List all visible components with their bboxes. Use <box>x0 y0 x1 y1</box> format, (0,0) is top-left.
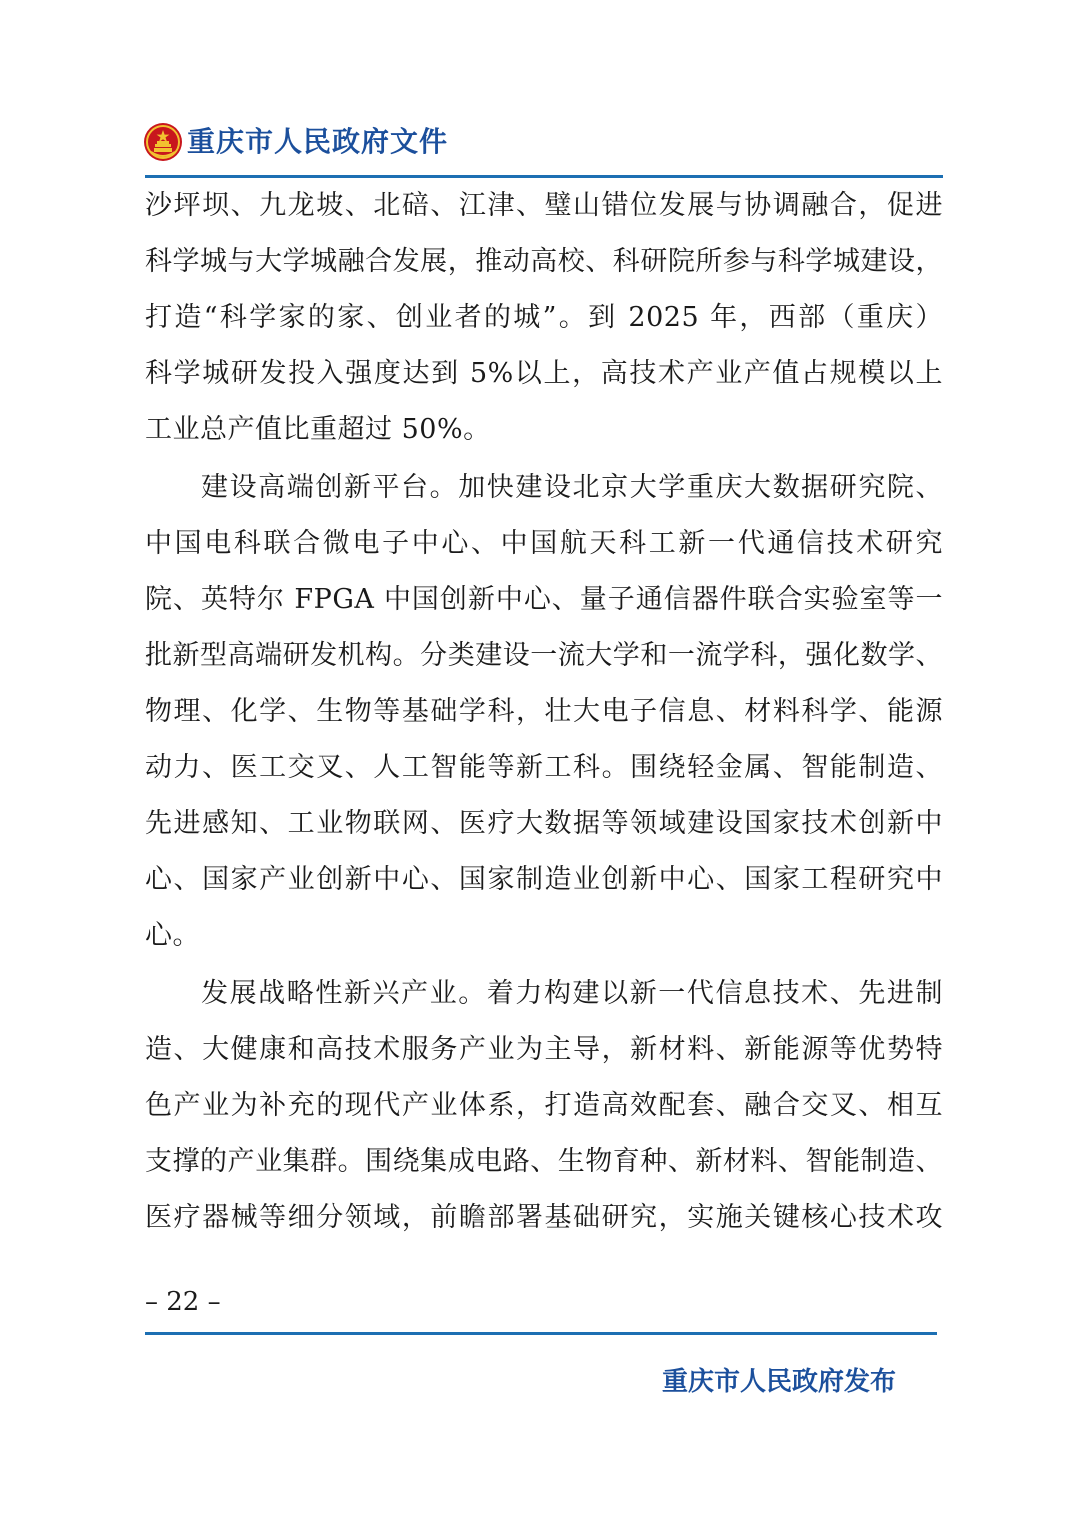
text-line: 医疗器械等细分领域，前瞻部署基础研究，实施关键核心技术攻 <box>145 1202 943 1233</box>
text-line: 批新型高端研发机构。分类建设一流大学和一流学科，强化数学、 <box>145 640 943 671</box>
national-emblem-icon <box>143 122 183 162</box>
header-title: 重庆市人民政府文件 <box>187 125 449 158</box>
text-line: 动力、医工交叉、人工智能等新工科。围绕轻金属、智能制造、 <box>145 752 943 783</box>
paragraph <box>145 460 943 964</box>
text-line: 院、英特尔 FPGA 中国创新中心、量子通信器件联合实验室等一 <box>145 584 943 615</box>
text-line: 中国电科联合微电子中心、中国航天科工新一代通信技术研究 <box>145 528 943 559</box>
text-line: 发展战略性新兴产业。着力构建以新一代信息技术、先进制 <box>201 978 943 1009</box>
text-line: 科学城研发投入强度达到 5%以上，高技术产业产值占规模以上 <box>145 358 943 389</box>
document-header <box>143 116 943 176</box>
text-line: 心、国家产业创新中心、国家制造业创新中心、国家工程研究中 <box>145 864 943 895</box>
paragraph <box>145 966 943 1246</box>
text-line: 打造“科学家的家、创业者的城”。到 2025 年，西部（重庆） <box>145 302 943 333</box>
footer-publisher: 重庆市人民政府发布 <box>662 1367 897 1397</box>
text-line: 科学城与大学城融合发展，推动高校、科研院所参与科学城建设， <box>145 246 943 277</box>
paragraph <box>145 178 943 458</box>
text-line: 物理、化学、生物等基础学科，壮大电子信息、材料科学、能源 <box>145 696 943 727</box>
page-number: – 22 – <box>145 1287 221 1317</box>
document-body <box>145 178 943 1246</box>
text-line: 造、大健康和高技术服务产业为主导，新材料、新能源等优势特 <box>145 1034 943 1065</box>
text-line: 建设高端创新平台。加快建设北京大学重庆大数据研究院、 <box>201 472 943 503</box>
text-line: 沙坪坝、九龙坡、北碚、江津、璧山错位发展与协调融合，促进 <box>145 190 943 221</box>
footer-divider <box>145 1332 937 1335</box>
text-line: 支撑的产业集群。围绕集成电路、生物育种、新材料、智能制造、 <box>145 1146 943 1177</box>
text-line: 心。 <box>145 920 200 951</box>
text-line: 先进感知、工业物联网、医疗大数据等领域建设国家技术创新中 <box>145 808 943 839</box>
text-line: 色产业为补充的现代产业体系，打造高效配套、融合交叉、相互 <box>145 1090 943 1121</box>
text-line: 工业总产值比重超过 50%。 <box>145 414 491 445</box>
